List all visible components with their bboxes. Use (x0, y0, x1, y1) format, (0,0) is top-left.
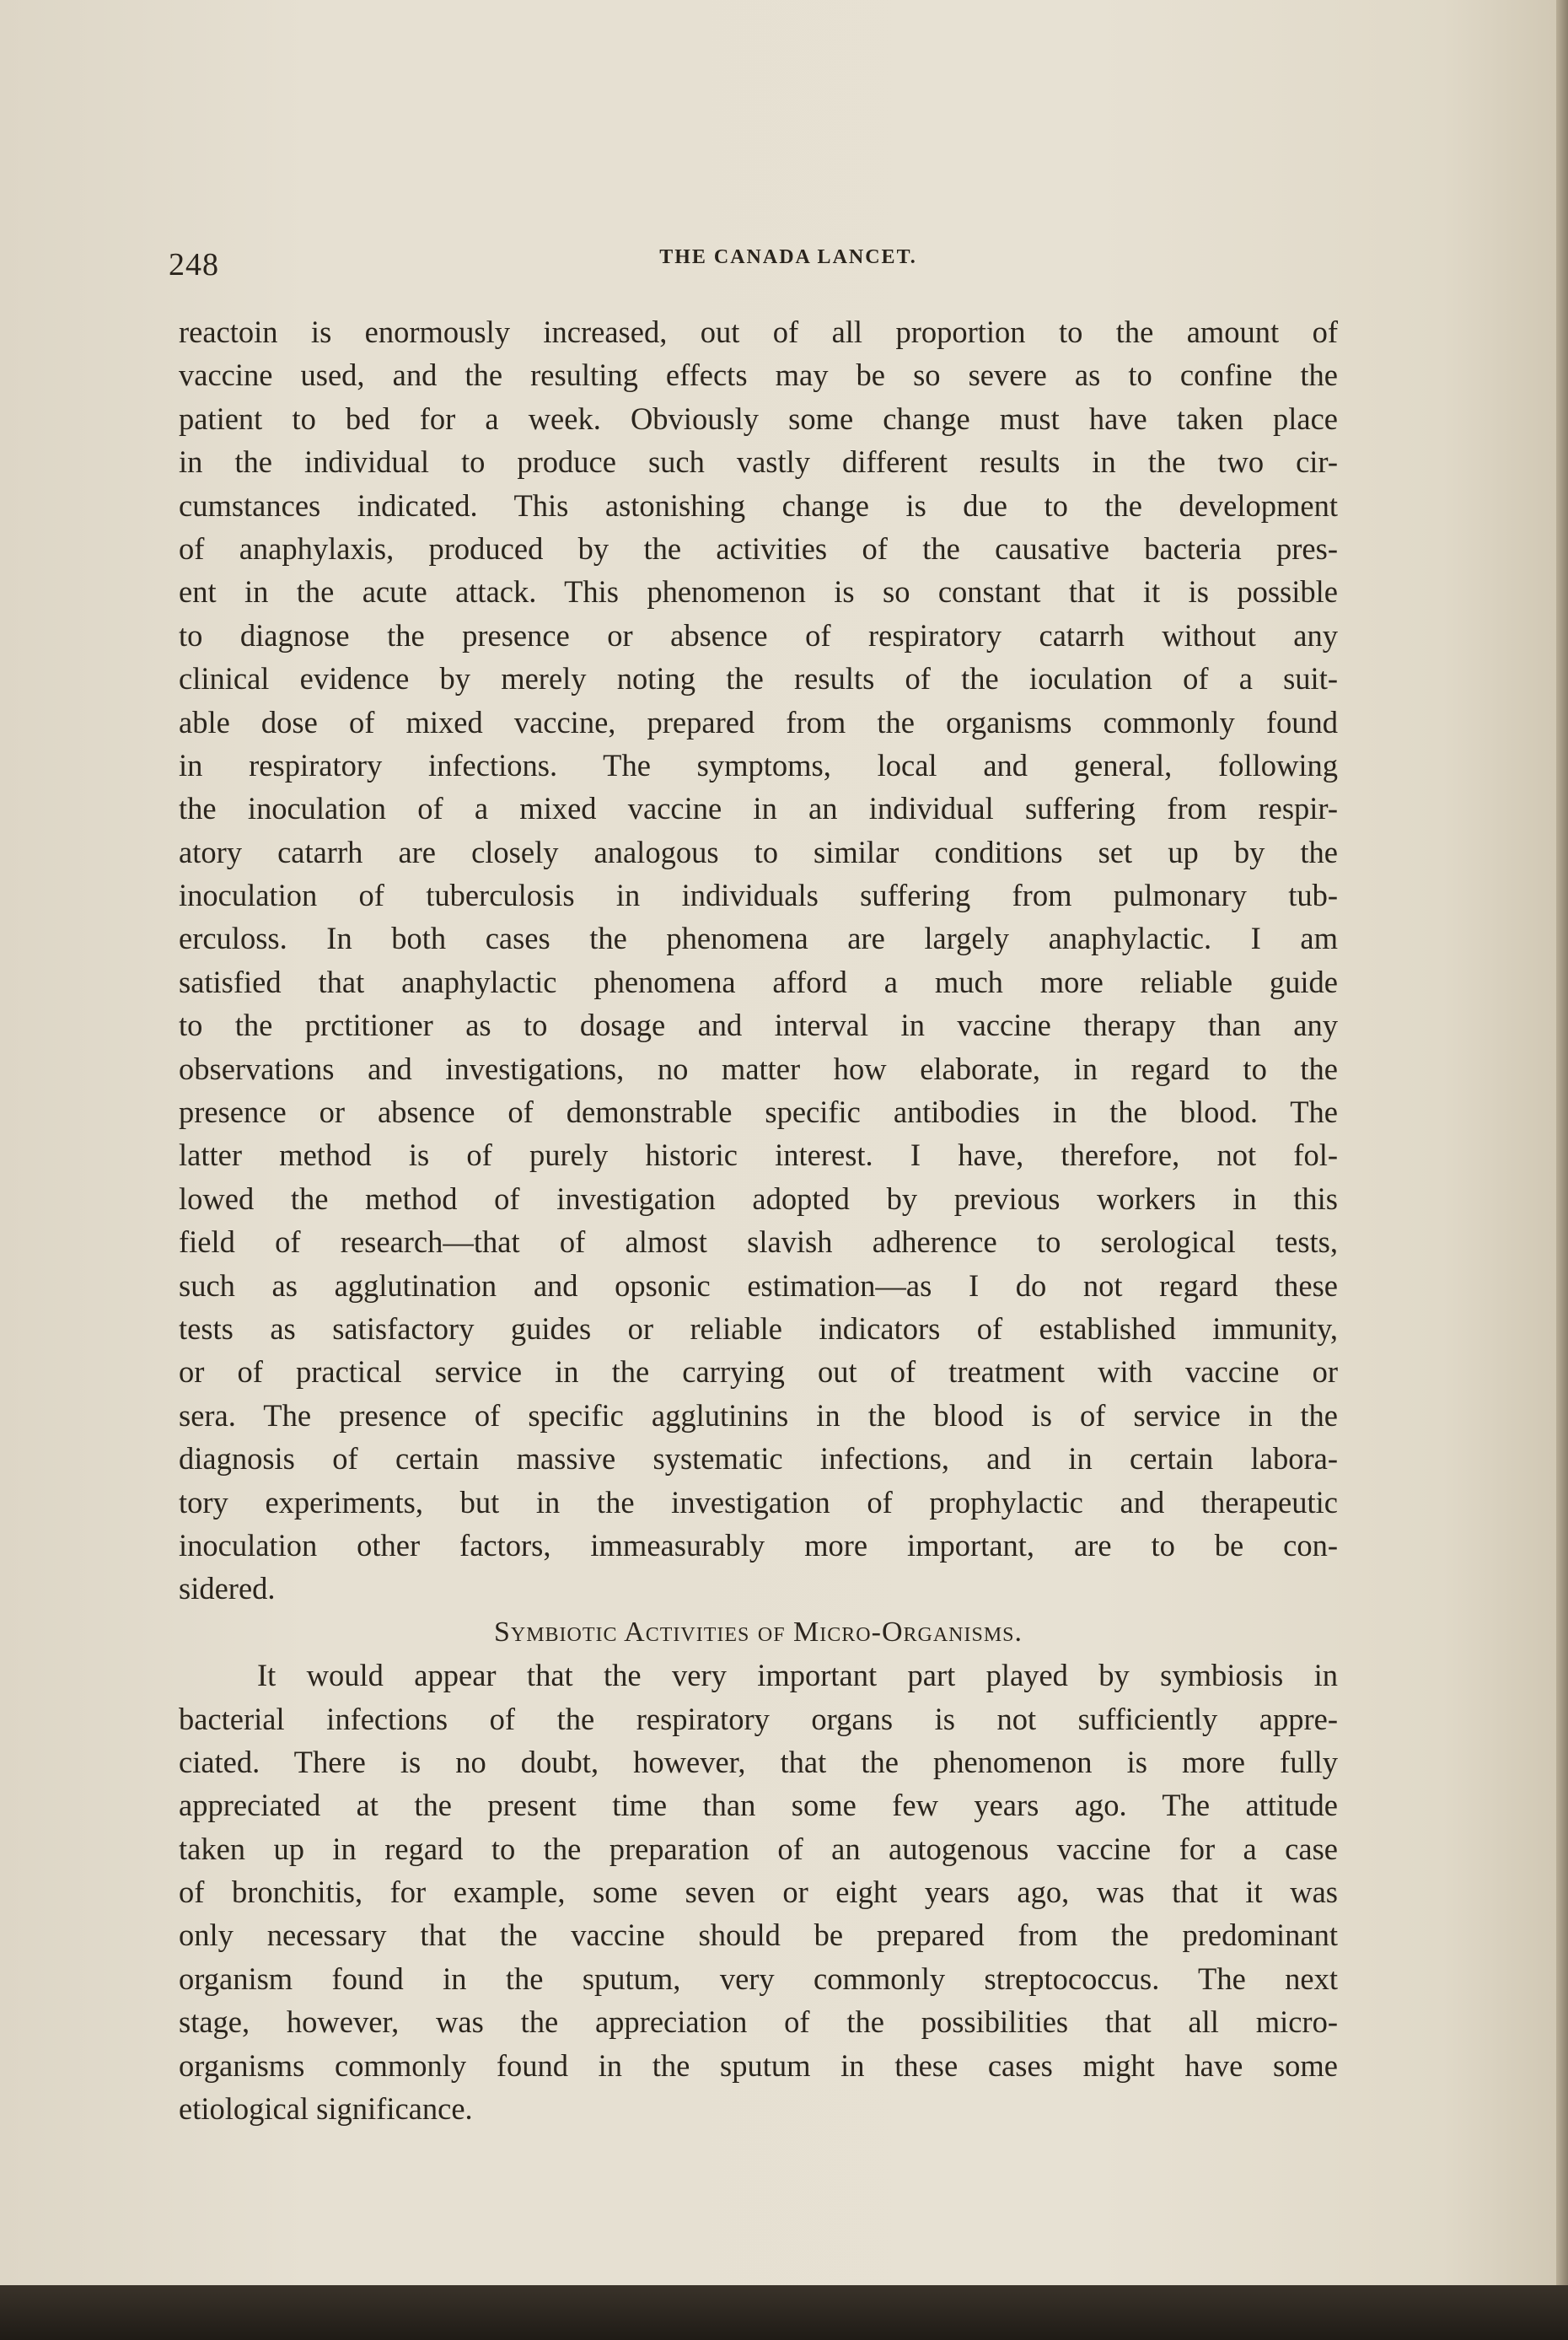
text-line: able dose of mixed vaccine, prepared from the organisms commonly found (179, 704, 1338, 740)
text-line: It would appear that the very important part played by symbiosis in (257, 1658, 1338, 1693)
text-line: clinical evidence by merely noting the results of the ioculation of a suit- (179, 661, 1338, 697)
text-line: observations and investigations, no matter how elaborate, in regard to the (179, 1051, 1338, 1086)
text-line: patient to bed for a week. Obviously some change must have taken place (179, 401, 1338, 436)
text-line: latter method is of purely historic interest. I have, therefore, not fol- (179, 1138, 1338, 1173)
page-number: 248 (169, 247, 219, 282)
text-line: bacterial infections of the respiratory organs is not sufficiently appre- (179, 1701, 1338, 1736)
text-line: the inoculation of a mixed vaccine in an individual suffering from respir- (179, 791, 1338, 826)
text-line: organisms commonly found in the sputum in these cases might have some (179, 2047, 1338, 2083)
paragraph-1 (179, 310, 1338, 1611)
text-line: reactoin is enormously increased, out of all proportion to the amount of (179, 315, 1338, 349)
text-line: ciated. There is no doubt, however, that the phenomenon is more fully (179, 1744, 1338, 1779)
text-line: taken up in regard to the preparation of an autogenous vaccine for a case (179, 1831, 1338, 1866)
text-line: or of practical service in the carrying out of treatment with vaccine or (179, 1354, 1338, 1390)
text-line: sidered. (179, 1571, 276, 1606)
text-line: sera. The presence of specific agglutinins in the blood is of service in the (179, 1397, 1338, 1433)
text-line: atory catarrh are closely analogous to similar conditions set up by the (179, 834, 1338, 869)
text-line: stage, however, was the appreciation of the possibilities that all micro- (179, 2004, 1338, 2040)
text-line: of anaphylaxis, produced by the activities of the causative bacteria pres- (179, 530, 1338, 566)
text-line: etiological significance. (179, 2091, 473, 2127)
text-line: to the prctitioner as to dosage and interval in vaccine therapy than any (179, 1008, 1338, 1043)
text-line: tests as satisfactory guides or reliable indicators of established immunity, (179, 1310, 1338, 1346)
text-line: diagnosis of certain massive systematic infections, and in certain labora- (179, 1441, 1338, 1477)
text-line: such as agglutination and opsonic estimation—as I do not regard these (179, 1267, 1338, 1303)
text-line: of bronchitis, for example, some seven or eight years ago, was that it was (179, 1875, 1338, 1910)
text-line: ent in the acute attack. This phenomenon is so constant that it is possible (179, 574, 1338, 610)
text-line: erculoss. In both cases the phenomena are largely anaphylactic. I am (179, 921, 1338, 956)
text-line: inoculation of tuberculosis in individuals suffering from pulmonary tub- (179, 878, 1338, 913)
text-line: lowed the method of investigation adopted by previous workers in this (179, 1181, 1338, 1216)
scan-bottom-border (0, 2285, 1568, 2340)
text-line: vaccine used, and the resulting effects may be so severe as to confine the (179, 358, 1338, 393)
text-line: presence or absence of demonstrable specific antibodies in the blood. The (179, 1095, 1338, 1130)
text-line: only necessary that the vaccine should be prepared from the predominant (179, 1918, 1338, 1953)
text-line: field of research—that of almost slavish adherence to serological tests, (179, 1224, 1338, 1260)
body-text (179, 310, 1338, 2130)
text-line: satisfied that anaphylactic phenomena afford a much more reliable guide (179, 964, 1338, 999)
running-title: THE CANADA LANCET. (659, 246, 917, 268)
text-line: appreciated at the present time than some few years ago. The attitude (179, 1788, 1338, 1823)
paragraph-2 (179, 1654, 1338, 2130)
text-line: organism found in the sputum, very commonly streptococcus. The next (179, 1961, 1338, 1996)
text-line: in the individual to produce such vastly different results in the two cir- (179, 444, 1338, 480)
text-line: in respiratory infections. The symptoms, local and general, following (179, 747, 1338, 783)
text-line: tory experiments, but in the investigation of prophylactic and therapeutic (179, 1484, 1338, 1520)
text-line: cumstances indicated. This astonishing change is due to the development (179, 487, 1338, 523)
section-heading: Symbiotic Activities of Micro-Organisms. (493, 1616, 1023, 1648)
page-header (169, 246, 1383, 288)
text-line: to diagnose the presence or absence of respiratory catarrh without any (179, 617, 1338, 653)
page-edge-shadow (1556, 0, 1568, 2285)
text-line: inoculation other factors, immeasurably more important, are to be con- (179, 1527, 1338, 1563)
